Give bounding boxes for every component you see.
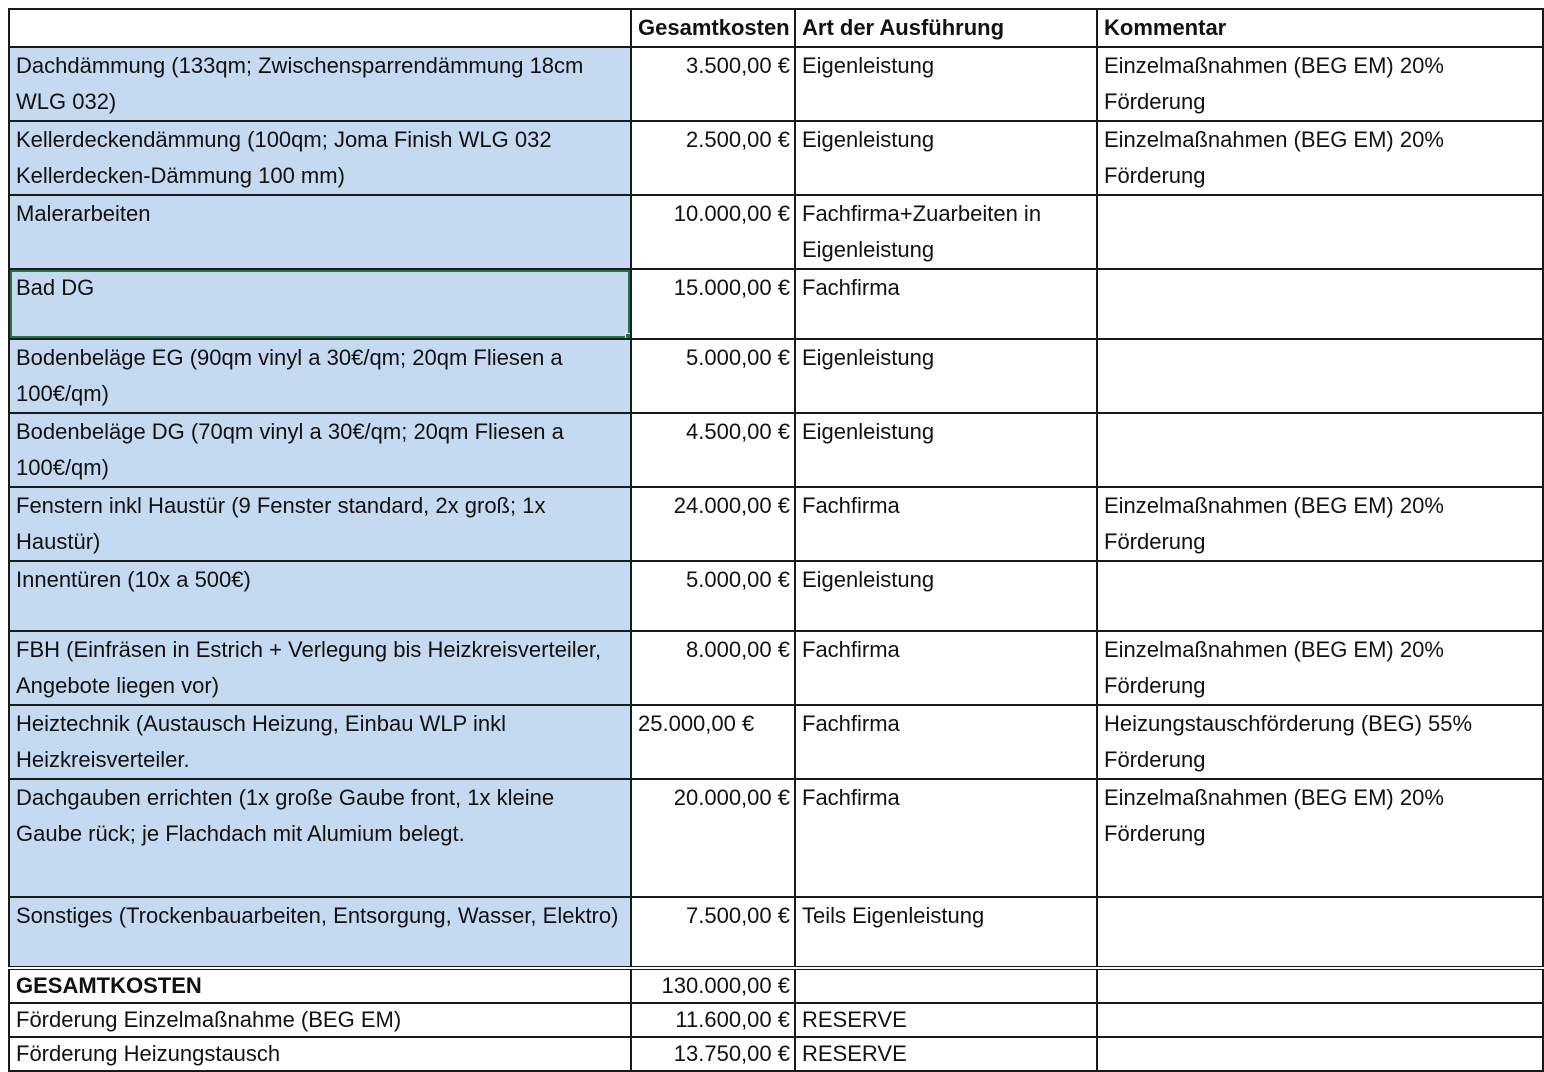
cell-total-cost[interactable]: 130.000,00 €: [631, 968, 795, 1003]
cell-foerderung-label[interactable]: Förderung Heizungstausch: [9, 1037, 631, 1071]
cell-description[interactable]: Kellerdeckendämmung (100qm; Joma Finish WLG 032 Kellerdecken-Dämmung 100 mm): [9, 121, 631, 195]
cell-cost[interactable]: 25.000,00 €: [631, 705, 795, 779]
cell-description[interactable]: Heiztechnik (Austausch Heizung, Einbau WLP inkl Heizkreisverteiler.: [9, 705, 631, 779]
cell-art[interactable]: Eigenleistung: [795, 121, 1097, 195]
cell-cost[interactable]: 5.000,00 €: [631, 339, 795, 413]
cell-cost[interactable]: 2.500,00 €: [631, 121, 795, 195]
cell-kommentar[interactable]: [1097, 195, 1543, 269]
cell-cost[interactable]: 8.000,00 €: [631, 631, 795, 705]
cell-art[interactable]: Fachfirma+Zuarbeiten in Eigenleistung: [795, 195, 1097, 269]
cell-kommentar[interactable]: Einzelmaßnahmen (BEG EM) 20% Förderung: [1097, 487, 1543, 561]
cell-kommentar[interactable]: Einzelmaßnahmen (BEG EM) 20% Förderung: [1097, 47, 1543, 121]
foerderung-row: [9, 1003, 1543, 1037]
cell-foerderung-cost[interactable]: 13.750,00 €: [631, 1037, 795, 1071]
total-row: [9, 968, 1543, 1003]
cell-kommentar[interactable]: [1097, 413, 1543, 487]
cell-description[interactable]: Bodenbeläge EG (90qm vinyl a 30€/qm; 20qm Fliesen a 100€/qm): [9, 339, 631, 413]
cell-foerderung-cost[interactable]: 11.600,00 €: [631, 1003, 795, 1037]
cell-cost[interactable]: 3.500,00 €: [631, 47, 795, 121]
header-cell-art[interactable]: Art der Ausführung: [795, 9, 1097, 47]
cell-cost[interactable]: 24.000,00 €: [631, 487, 795, 561]
cell-kommentar[interactable]: [1097, 561, 1543, 631]
cell-art[interactable]: Fachfirma: [795, 269, 1097, 339]
cell-description[interactable]: Malerarbeiten: [9, 195, 631, 269]
cell-art[interactable]: [795, 968, 1097, 1003]
cell-description[interactable]: Fenstern inkl Haustür (9 Fenster standard, 2x groß; 1x Haustür): [9, 487, 631, 561]
cell-cost[interactable]: 20.000,00 €: [631, 779, 795, 897]
cell-description[interactable]: FBH (Einfräsen in Estrich + Verlegung bis Heizkreisverteiler, Angebote liegen vor): [9, 631, 631, 705]
cell-cost[interactable]: 4.500,00 €: [631, 413, 795, 487]
table-row: [9, 47, 1543, 121]
foerderung-row: [9, 1037, 1543, 1071]
cell-kommentar[interactable]: [1097, 1037, 1543, 1071]
table-row: [9, 705, 1543, 779]
cell-art[interactable]: Fachfirma: [795, 487, 1097, 561]
header-cell-kommentar[interactable]: Kommentar: [1097, 9, 1543, 47]
cell-description[interactable]: Innentüren (10x a 500€): [9, 561, 631, 631]
cell-art[interactable]: RESERVE: [795, 1003, 1097, 1037]
table-row: [9, 779, 1543, 897]
cost-table: [8, 8, 1544, 1072]
cell-art[interactable]: Fachfirma: [795, 779, 1097, 897]
cell-art[interactable]: Eigenleistung: [795, 47, 1097, 121]
cell-description[interactable]: Dachgauben errichten (1x große Gaube front, 1x kleine Gaube rück; je Flachdach mit Alumium belegt.: [9, 779, 631, 897]
cell-cost[interactable]: 10.000,00 €: [631, 195, 795, 269]
cell-description[interactable]: Bodenbeläge DG (70qm vinyl a 30€/qm; 20qm Fliesen a 100€/qm): [9, 413, 631, 487]
cell-kommentar[interactable]: [1097, 897, 1543, 968]
cell-text: Bad DG: [16, 275, 95, 300]
cell-kommentar[interactable]: [1097, 968, 1543, 1003]
cell-kommentar[interactable]: Heizungstauschförderung (BEG) 55% Förderung: [1097, 705, 1543, 779]
cell-kommentar[interactable]: [1097, 1003, 1543, 1037]
cell-art[interactable]: Teils Eigenleistung: [795, 897, 1097, 968]
cell-cost[interactable]: 7.500,00 €: [631, 897, 795, 968]
header-cell-gesamtkosten[interactable]: Gesamtkosten: [631, 9, 795, 47]
cell-art[interactable]: Eigenleistung: [795, 413, 1097, 487]
cell-cost[interactable]: 15.000,00 €: [631, 269, 795, 339]
table-row: [9, 631, 1543, 705]
table-row: [9, 413, 1543, 487]
table-row: [9, 195, 1543, 269]
fill-handle[interactable]: [625, 333, 631, 339]
cell-description[interactable]: Dachdämmung (133qm; Zwischensparrendämmung 18cm WLG 032): [9, 47, 631, 121]
cell-cost[interactable]: 5.000,00 €: [631, 561, 795, 631]
table-row: [9, 269, 1543, 339]
header-row: [9, 9, 1543, 47]
cell-kommentar[interactable]: Einzelmaßnahmen (BEG EM) 20% Förderung: [1097, 631, 1543, 705]
cell-kommentar[interactable]: Einzelmaßnahmen (BEG EM) 20% Förderung: [1097, 121, 1543, 195]
table-row: [9, 339, 1543, 413]
cell-kommentar[interactable]: Einzelmaßnahmen (BEG EM) 20% Förderung: [1097, 779, 1543, 897]
table-row: [9, 121, 1543, 195]
table-row: [9, 561, 1543, 631]
table-row: [9, 897, 1543, 968]
cell-art[interactable]: RESERVE: [795, 1037, 1097, 1071]
cell-kommentar[interactable]: [1097, 269, 1543, 339]
cell-art[interactable]: Eigenleistung: [795, 561, 1097, 631]
cell-art[interactable]: Eigenleistung: [795, 339, 1097, 413]
cell-art[interactable]: Fachfirma: [795, 631, 1097, 705]
cell-description-selected[interactable]: [9, 269, 631, 339]
cell-kommentar[interactable]: [1097, 339, 1543, 413]
cell-foerderung-label[interactable]: Förderung Einzelmaßnahme (BEG EM): [9, 1003, 631, 1037]
table-row: [9, 487, 1543, 561]
cell-art[interactable]: Fachfirma: [795, 705, 1097, 779]
cell-description[interactable]: Sonstiges (Trockenbauarbeiten, Entsorgung, Wasser, Elektro): [9, 897, 631, 968]
header-cell-description[interactable]: [9, 9, 631, 47]
cell-total-label[interactable]: GESAMTKOSTEN: [9, 968, 631, 1003]
